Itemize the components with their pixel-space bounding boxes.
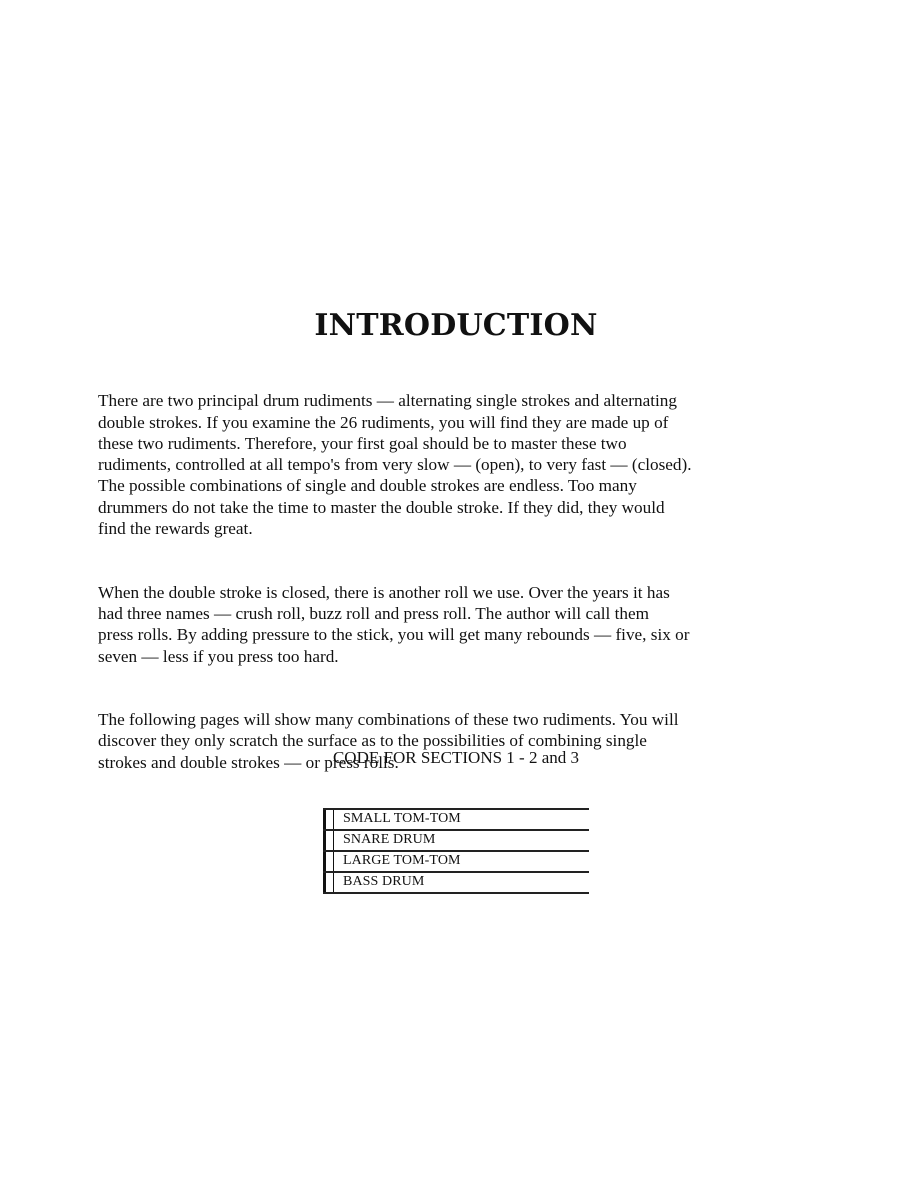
code-caption: CODE FOR SECTIONS 1 - 2 and 3 (332, 748, 580, 767)
page-title: INTRODUCTION (314, 308, 598, 343)
staff-label-bass-drum: BASS DRUM (343, 874, 425, 889)
staff-line-2 (323, 829, 589, 831)
paragraph-2: When the double stroke is closed, there is another roll we use. Over the years it has had three names — crush roll, buzz roll and press roll. The author will call them press rolls. By adding pressure to the stick, you will get many rebounds — five, six or seven — less if you press too hard. (98, 582, 690, 666)
staff-label-snare-drum: SNARE DRUM (343, 832, 436, 847)
staff-line-5 (323, 892, 589, 894)
staff-line-4 (323, 871, 589, 873)
paragraph-3: The following pages will show many combinations of these two rudiments. You will discover they only scratch the surface as to the possibilities of combining single strokes and double strokes — or press rolls. (98, 710, 679, 772)
staff-label-small-tom-tom: SMALL TOM-TOM (343, 811, 461, 826)
staff-line-1 (323, 808, 589, 810)
staff-line-3 (323, 850, 589, 852)
staff-label-large-tom-tom: LARGE TOM-TOM (343, 853, 461, 868)
paragraph-1: There are two principal drum rudiments — alternating single strokes and alternating double strokes. If you examine the 26 rudiments, you will find they are made up of these two rudiments. Therefore, your first goal should be to master these two rudiments, controlled at all tempo's from very slow — (open), to very fast — (closed). The possible combinations of single and double strokes are endless. Too many drummers do not take the time to master the double stroke. If they did, they would find the rewards great. (98, 391, 692, 539)
